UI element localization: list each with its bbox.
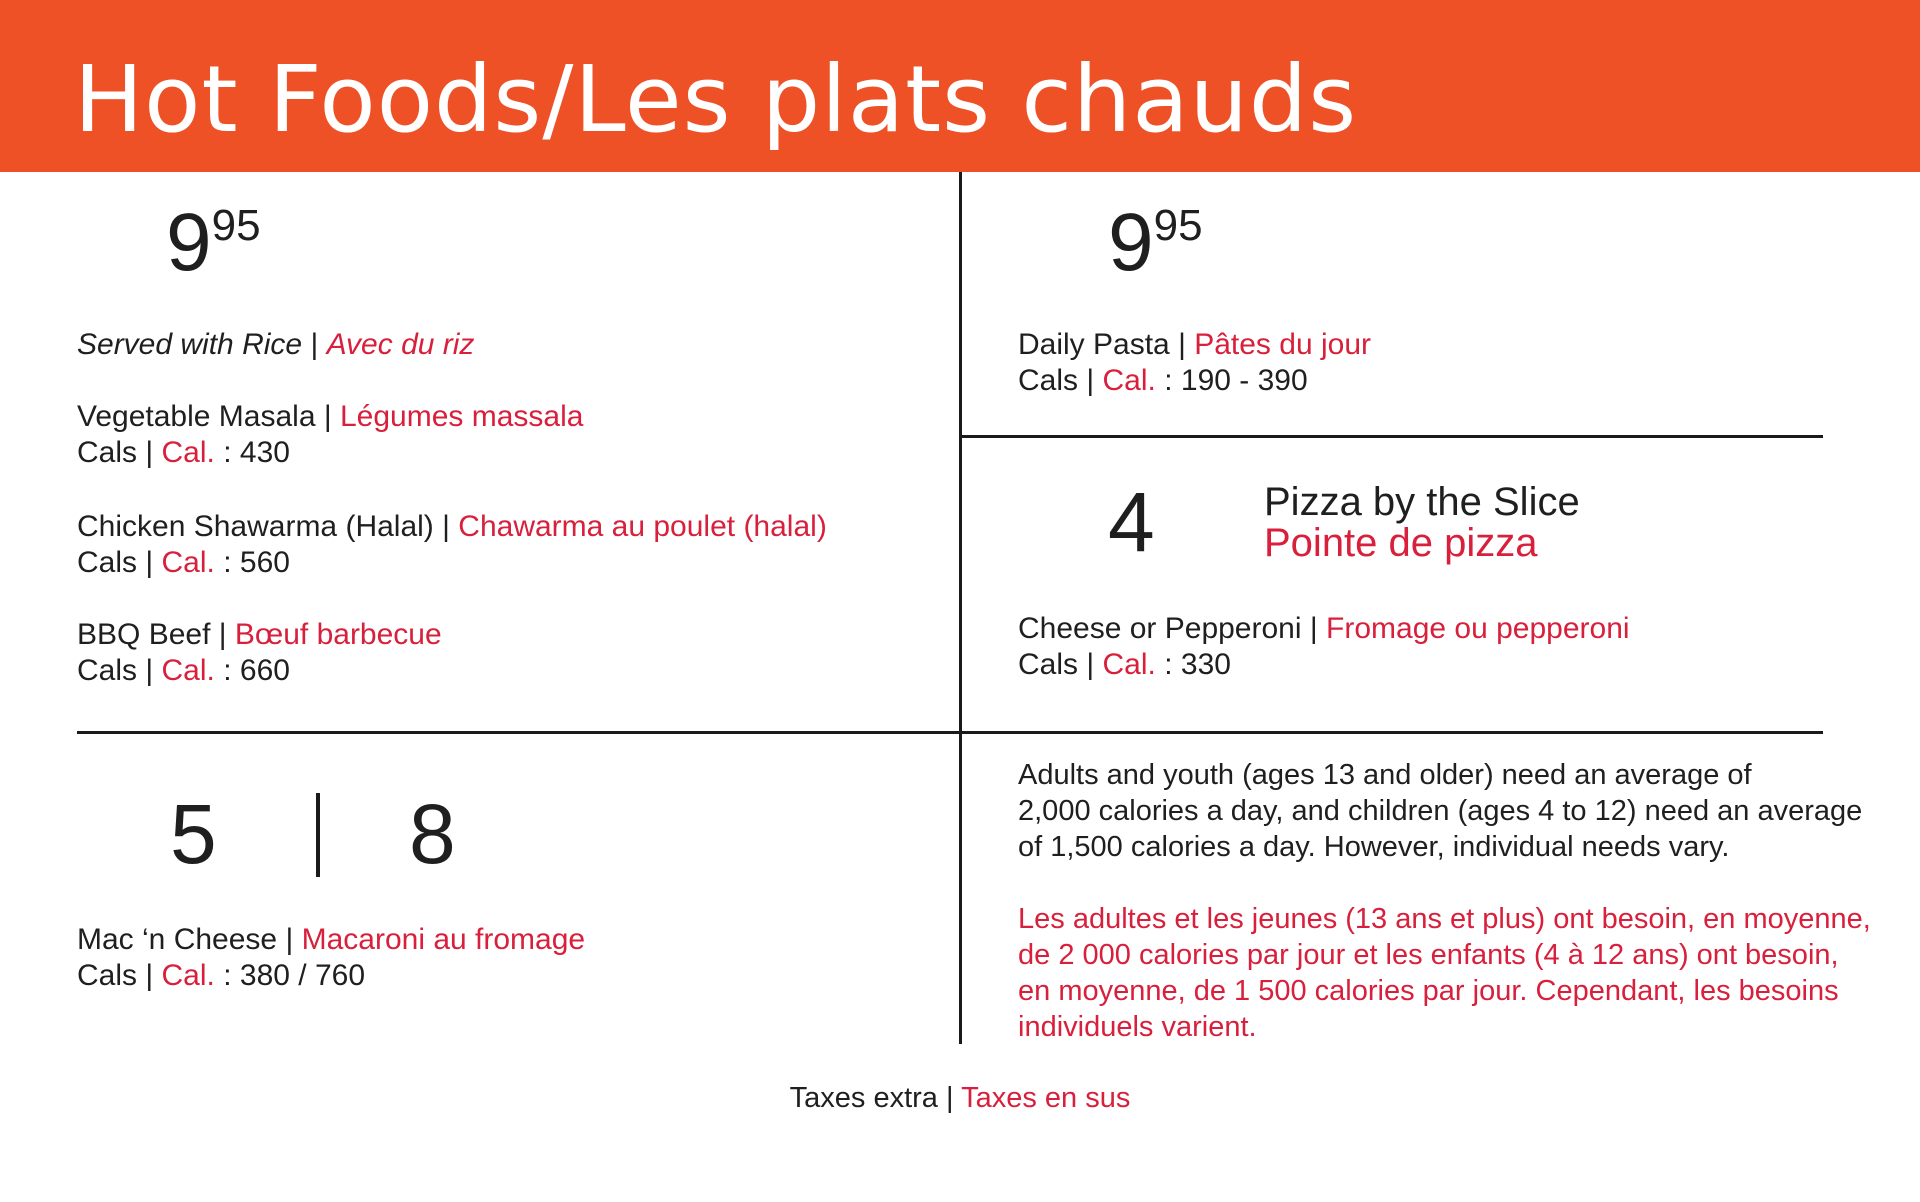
pasta-cals [1018,363,1308,399]
mac-cals [77,958,365,994]
cals-label-fr: Cal. [1102,648,1156,681]
pipe-separator: | [1178,328,1186,361]
pipe-separator: | [218,618,227,651]
divider-pasta-pizza [961,435,1823,438]
cals-value: 560 [239,546,290,579]
pipe-separator: | [145,959,154,992]
rice-price-cents: 95 [211,201,261,250]
pipe-separator: | [1309,612,1318,645]
page-title: Hot Foods/Les plats chauds [74,46,1358,153]
note-line: Les adultes et les jeunes (13 ans et plus) ont besoin, en moyenne, [1018,903,1871,935]
cals-label-fr: Cal. [161,436,215,469]
cals-label-fr: Cal. [161,654,215,687]
note-line: of 1,500 calories a day. However, individual needs vary. [1018,831,1730,863]
item-name-en: Chicken Shawarma (Halal) [77,510,434,543]
note-line: 2,000 calories a day, and children (ages 4 to 12) need an average [1018,795,1863,827]
mac-price-separator [316,793,320,877]
item-name-fr: Pâtes du jour [1194,328,1371,361]
rice-subtitle [77,327,474,363]
colon: : [1164,648,1173,681]
colon: : [223,959,232,992]
cals-label-fr: Cal. [161,959,215,992]
pipe-separator: | [285,923,294,956]
pizza-price: 4 [1108,475,1155,569]
calorie-note-en [1018,757,1878,865]
pizza-name [1018,611,1630,647]
cals-value: 380 / 760 [239,959,366,992]
pipe-separator: | [145,546,154,579]
item-name-fr: Chawarma au poulet (halal) [458,510,827,543]
menu-item-name [77,617,442,653]
menu-item-name [77,509,827,545]
colon: : [1164,364,1173,397]
header-banner [0,0,1920,172]
pasta-name [1018,327,1371,363]
menu-item-name [77,399,583,435]
cals-label-fr: Cal. [1102,364,1156,397]
pipe-separator: | [442,510,450,543]
mac-price-large: 8 [409,787,456,881]
cals-label-en: Cals [1018,364,1079,397]
colon: : [223,436,232,469]
menu-item-cals [77,545,290,581]
menu-item-cals [77,435,290,471]
item-name-fr: Macaroni au fromage [301,923,586,956]
calorie-note-fr [1018,901,1878,1045]
footer-taxes [0,1080,1920,1116]
cals-label-en: Cals [77,436,138,469]
footer-en: Taxes extra [789,1082,938,1114]
pipe-separator: | [1086,364,1095,397]
pipe-separator: | [145,436,154,469]
cals-label-en: Cals [77,654,138,687]
pipe-separator: | [310,328,319,361]
item-name-fr: Bœuf barbecue [234,618,442,651]
pizza-cals [1018,647,1231,683]
rice-subtitle-en: Served with Rice [77,328,303,361]
cals-value: 330 [1180,648,1231,681]
cals-value: 430 [239,436,290,469]
vertical-divider [959,172,962,1044]
colon: : [223,546,232,579]
cals-label-en: Cals [77,959,138,992]
item-name-fr: Fromage ou pepperoni [1326,612,1630,645]
pipe-separator: | [946,1082,954,1114]
cals-value: 190 - 390 [1180,364,1308,397]
pasta-price-main: 9 [1108,197,1154,288]
pasta-price-cents: 95 [1153,201,1203,250]
item-name-en: BBQ Beef [77,618,211,651]
mac-name [77,922,585,958]
menu-item-cals [77,653,290,689]
item-name-fr: Légumes massala [340,400,584,433]
note-line: individuels varient. [1018,1011,1257,1043]
cals-label-en: Cals [77,546,138,579]
item-name-en: Mac ‘n Cheese [77,923,278,956]
note-line: de 2 000 calories par jour et les enfants (4 à 12 ans) ont besoin, [1018,939,1839,971]
pipe-separator: | [1086,648,1095,681]
rice-price [166,198,261,301]
item-name-en: Cheese or Pepperoni [1018,612,1302,645]
pipe-separator: | [323,400,332,433]
rice-price-main: 9 [166,197,212,288]
rice-subtitle-fr: Avec du riz [326,328,475,361]
mac-price-small: 5 [170,787,217,881]
cals-label-fr: Cal. [161,546,215,579]
cals-label-en: Cals [1018,648,1079,681]
pizza-title-en: Pizza by the Slice [1264,480,1580,524]
item-name-en: Daily Pasta [1018,328,1170,361]
pizza-title-fr: Pointe de pizza [1264,521,1538,565]
item-name-en: Vegetable Masala [77,400,316,433]
note-line: Adults and youth (ages 13 and older) need an average of [1018,759,1752,791]
cals-value: 660 [239,654,290,687]
divider-middle [77,731,1823,734]
pipe-separator: | [145,654,154,687]
footer-fr: Taxes en sus [961,1082,1131,1114]
pasta-price [1108,198,1203,301]
note-line: en moyenne, de 1 500 calories par jour. Cependant, les besoins [1018,975,1839,1007]
colon: : [223,654,232,687]
